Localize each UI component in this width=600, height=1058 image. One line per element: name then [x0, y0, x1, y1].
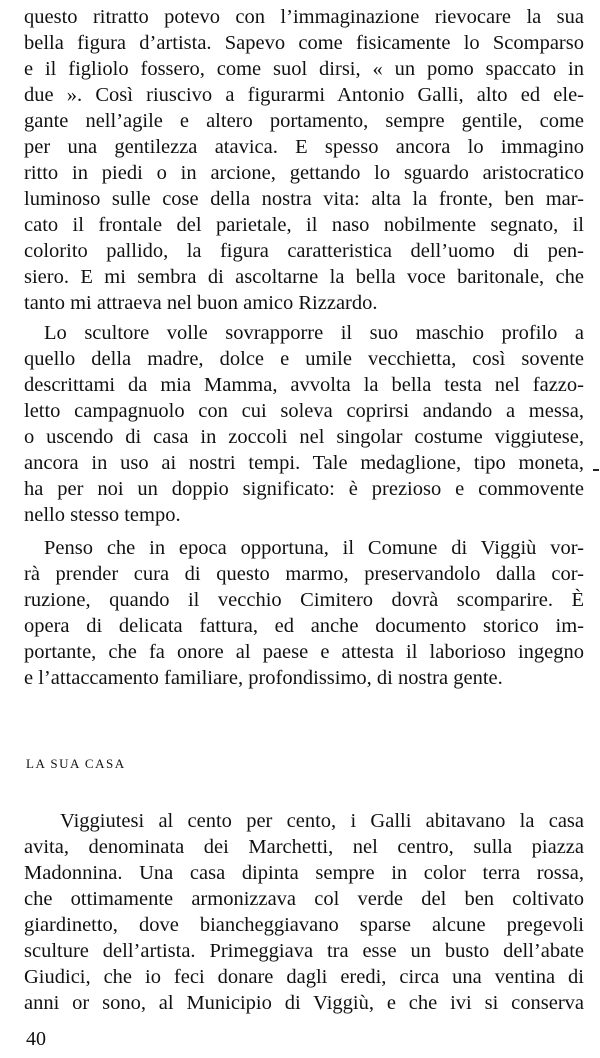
text-line: portante, che fa onore al paese e attesta il laborioso ingegno: [24, 641, 584, 663]
text-line: sculture dell’artista. Primeggiava tra esse un busto dell’abate: [24, 940, 584, 962]
text-line: e il figliolo fossero, come suol dirsi, « un pomo spaccato in: [24, 58, 584, 80]
text-line: letto campagnuolo con cui soleva coprirsi andando a messa,: [24, 400, 584, 422]
text-line: o uscendo di casa in zoccoli nel singolar costume viggiutese,: [24, 426, 584, 448]
text-line: questo ritratto potevo con l’immaginazione rievocare la sua: [24, 6, 584, 28]
text-line: rà prender cura di questo marmo, preservandolo dalla cor-: [24, 563, 584, 585]
text-line: Viggiutesi al cento per cento, i Galli abitavano la casa: [60, 810, 584, 832]
margin-mark: [593, 469, 599, 471]
text-line: ruzione, quando il vecchio Cimitero dovrà scomparire. È: [24, 589, 584, 611]
text-line: avita, denominata dei Marchetti, nel centro, sulla piazza: [24, 836, 584, 858]
text-line: che ottimamente armonizzava col verde del ben coltivato: [24, 888, 584, 910]
text-line: anni or sono, al Municipio di Viggiù, e che ivi si conserva: [24, 992, 584, 1014]
text-line: Giudici, che io feci donare dagli eredi, circa una ventina di: [24, 966, 584, 988]
text-line: per una gentilezza atavica. E spesso ancora lo immagino: [24, 136, 584, 158]
text-line: quello della madre, dolce e umile vecchietta, così sovente: [24, 348, 584, 370]
text-line: e l’attaccamento familiare, profondissimo, di nostra gente.: [24, 667, 503, 689]
text-line: ritto in piedi o in arcione, gettando lo sguardo aristocratico: [24, 162, 584, 184]
text-line: cato il frontale del parietale, il naso nobilmente segnato, il: [24, 214, 584, 236]
text-line: tanto mi attraeva nel buon amico Rizzardo.: [24, 292, 378, 314]
section-heading: LA SUA CASA: [26, 756, 126, 771]
text-line: ha per noi un doppio significato: è prezioso e commovente: [24, 478, 584, 500]
text-line: luminoso sulle cose della nostra vita: alta la fronte, ben mar-: [24, 188, 584, 210]
text-line: siero. E mi sembra di ascoltarne la bella voce baritonale, che: [24, 266, 584, 288]
text-line: Penso che in epoca opportuna, il Comune di Viggiù vor-: [44, 537, 584, 559]
text-line: Madonnina. Una casa dipinta sempre in color terra rossa,: [24, 862, 584, 884]
page-number: 40: [26, 1028, 46, 1050]
text-line: bella figura d’artista. Sapevo come fisicamente lo Scomparso: [24, 32, 584, 54]
text-line: due ». Così riuscivo a figurarmi Antonio Galli, alto ed ele-: [24, 84, 584, 106]
text-line: nello stesso tempo.: [24, 504, 181, 526]
text-line: opera di delicata fattura, ed anche documento storico im-: [24, 615, 584, 637]
text-line: descrittami da mia Mamma, avvolta la bella testa nel fazzo-: [24, 374, 584, 396]
text-line: giardinetto, dove biancheggiavano sparse alcune pregevoli: [24, 914, 584, 936]
text-line: ancora in uso ai nostri tempi. Tale medaglione, tipo moneta,: [24, 452, 584, 474]
text-line: colorito pallido, la figura caratteristica dell’uomo di pen-: [24, 240, 584, 262]
text-line: gante nell’agile e altero portamento, sempre gentile, come: [24, 110, 584, 132]
text-line: Lo scultore volle sovrapporre il suo maschio profilo a: [44, 322, 584, 344]
